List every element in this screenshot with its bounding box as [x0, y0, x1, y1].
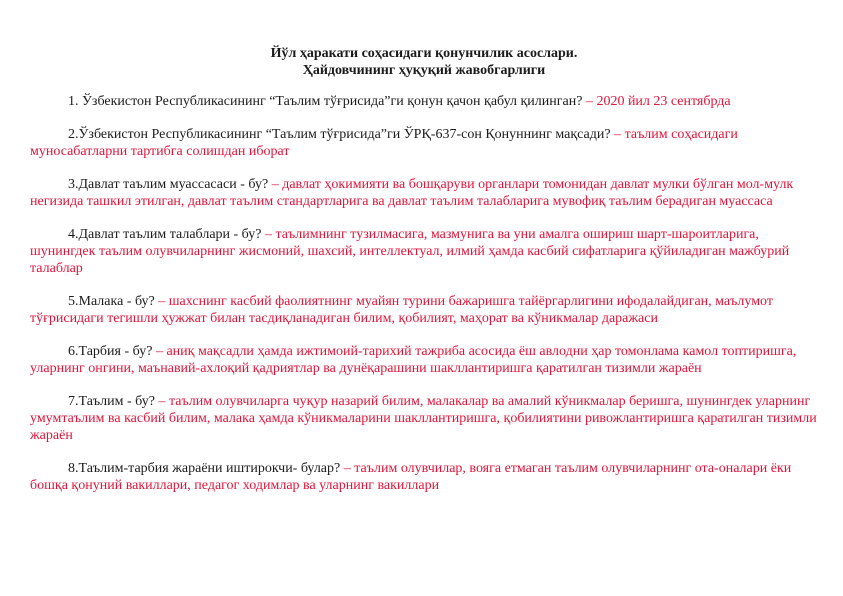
question-text: 7.Таълим - бу?: [68, 394, 159, 409]
question-text: 5.Малака - бу?: [68, 294, 159, 309]
answer-text: – 2020 йил 23 сентябрда: [585, 94, 731, 109]
answer-text: – таълимнинг тузилмасига, мазмунига ва уни амалга ошириш шарт-шароитларига, шунингдек таълим олувчиларнинг жисмоний, шахсий, интеллектуал, илмий ҳамда касбий сифатларига қўйиладиган мажбурий талаблар: [30, 227, 790, 276]
answer-text: – давлат ҳокимияти ва бошқаруви органлари томонидан давлат мулки бўлган мол-мулк негизида ташкил этилган, давлат таълим стандартларига ва давлат таълим талабларига мувофиқ таълим берадиган муассаса: [30, 177, 794, 209]
question-text: 3.Давлат таълим муассасаси - бу?: [68, 177, 272, 192]
qa-list: [30, 93, 818, 494]
answer-text: – шахснинг касбий фаолиятнинг муайян турини бажаришга тайёргарлигини ифодалайдиган, маълумот тўғрисидаги тегишли ҳужжат билан тасдиқланадиган билим, қобилият, маҳорат ва кўникмалар даражаси: [30, 294, 773, 326]
qa-paragraph: [30, 343, 818, 377]
qa-paragraph: [30, 93, 818, 110]
qa-paragraph: [30, 293, 818, 327]
title-line-1: Йўл ҳаракати соҳасидаги қонунчилик асослари.: [270, 46, 578, 61]
qa-paragraph: [30, 226, 818, 277]
question-text: 8.Таълим-тарбия жараёни иштирокчи- булар?: [68, 461, 344, 476]
title-line-2: Ҳайдовчининг ҳуқуқий жавобгарлиги: [302, 63, 546, 78]
question-text: 6.Тарбия - бу?: [68, 344, 156, 359]
qa-paragraph: [30, 460, 818, 494]
question-text: 2.Ўзбекистон Республикасининг “Таълим тўғрисида”ги ЎРҚ-637-сон Қонуннинг мақсади?: [68, 127, 615, 142]
qa-paragraph: [30, 126, 818, 160]
answer-text: – аниқ мақсадли ҳамда ижтимоий-тарихий тажриба асосида ёш авлодни ҳар томонлама камол топтиришга, уларнинг онгини, маънавий-ахлоқий қадриятлар ва дунёқарашини шакллантиришга қаратилган тизимли жараён: [30, 344, 797, 376]
qa-paragraph: [30, 393, 818, 444]
qa-paragraph: [30, 176, 818, 210]
question-text: 4.Давлат таълим талаблари - бу?: [68, 227, 265, 242]
answer-text: – таълим олувчиларга чуқур назарий билим, малакалар ва амалий кўникмалар беришга, шунингдек уларнинг умумтаълим ва касбий билим, малака ҳамда кўникмаларини шакллантиришга, қобилиятини ривожлантиришга қаратилган тизимли жараён: [30, 394, 817, 443]
question-text: 1. Ўзбекистон Республикасининг “Таълим тўғрисида”ги қонун қачон қабул қилинган?: [68, 94, 586, 109]
answer-text: – таълим олувчилар, вояга етмаган таълим олувчиларнинг ота-оналари ёки бошқа қонуний вакиллари, педагог ходимлар ва уларнинг вакиллари: [30, 461, 792, 493]
document-title: [30, 45, 818, 79]
answer-text: – таълим соҳасидаги муносабатларни тартибга солишдан иборат: [30, 127, 738, 159]
